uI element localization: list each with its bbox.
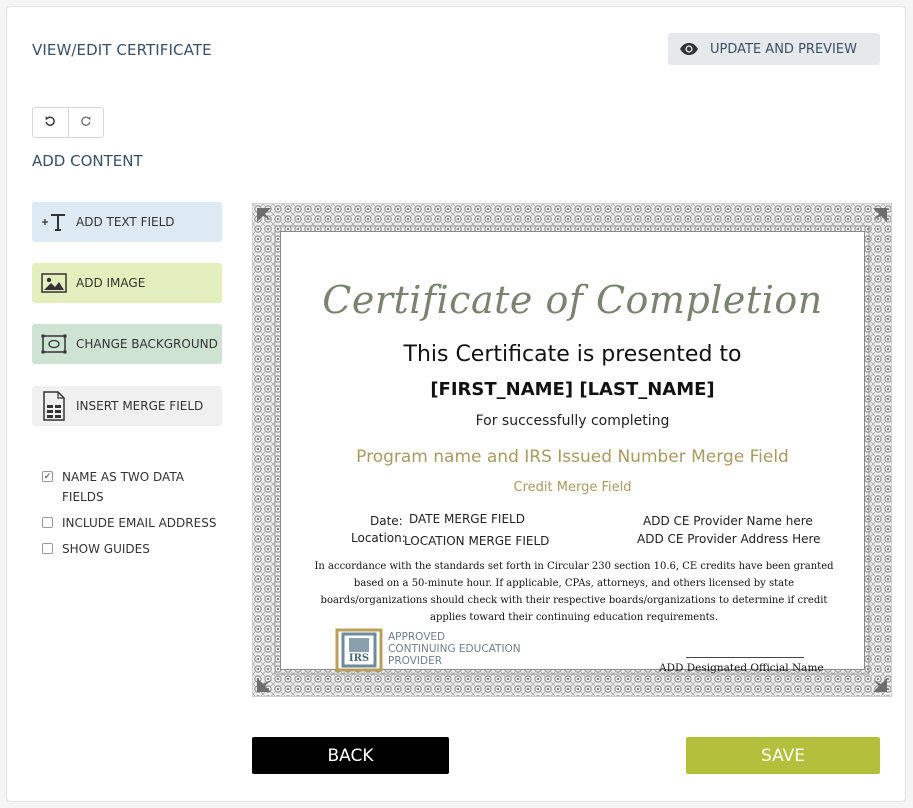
presented-text[interactable]: This Certificate is presented to: [403, 342, 742, 367]
eye-icon: [668, 42, 710, 56]
program-merge-field[interactable]: Program name and IRS Issued Number Merge Field: [356, 447, 789, 467]
approved-line-2: CONTINUING EDUCATION: [388, 643, 521, 655]
recipient-name-field[interactable]: [FIRST_NAME] [LAST_NAME]: [430, 379, 715, 400]
history-controls: [32, 107, 104, 138]
back-button[interactable]: BACK: [252, 737, 449, 774]
background-icon: [32, 334, 76, 354]
compliance-paragraph[interactable]: In accordance with the standards set forth in Circular 230 section 10.6, CE credits have been granted based on a 50-minute hour. If applicable, CPAs, attorneys, and others licensed by state boards/organizations should check with their respective boards/organizations to determine if credit applies toward their continuing education requirements.: [314, 561, 834, 623]
approved-line-3: PROVIDER: [388, 655, 443, 667]
update-preview-button[interactable]: [668, 33, 880, 65]
show-guides-label: SHOW GUIDES: [62, 542, 150, 556]
name-two-fields-label-line1: NAME AS TWO DATA: [62, 470, 184, 484]
add-image-button[interactable]: [32, 263, 222, 303]
merge-field-icon: [32, 391, 76, 421]
provider-name-field[interactable]: ADD CE Provider Name here: [643, 514, 813, 528]
include-email-label: INCLUDE EMAIL ADDRESS: [62, 516, 217, 530]
approved-line-1: APPROVED: [388, 631, 446, 643]
date-label: Date:: [370, 514, 403, 528]
checkbox-unchecked-icon: [42, 517, 53, 528]
show-guides-checkbox[interactable]: [42, 539, 150, 559]
certificate-canvas[interactable]: [252, 203, 892, 697]
add-text-icon: [32, 212, 76, 232]
signature-name-field[interactable]: ADD Designated Official Name: [659, 662, 824, 674]
date-merge-field[interactable]: DATE MERGE FIELD: [409, 512, 525, 526]
redo-icon: [80, 114, 92, 132]
approved-provider-text: [388, 631, 521, 667]
image-icon: [32, 273, 76, 293]
location-merge-field[interactable]: LOCATION MERGE FIELD: [404, 534, 550, 548]
undo-button[interactable]: [33, 108, 68, 137]
certificate-content: [280, 231, 865, 674]
update-preview-label: UPDATE AND PREVIEW: [710, 41, 857, 57]
checkbox-unchecked-icon: [42, 543, 53, 554]
undo-icon: [44, 114, 56, 132]
redo-button[interactable]: [68, 108, 104, 137]
completing-text[interactable]: For successfully completing: [475, 413, 670, 429]
certificate-title[interactable]: Certificate of Completion: [322, 278, 823, 322]
signature-line: [686, 657, 804, 658]
add-content-heading: ADD CONTENT: [32, 152, 143, 170]
irs-logo-text: IRS: [348, 653, 370, 664]
name-two-fields-label-line2: FIELDS: [62, 490, 104, 504]
credit-merge-field[interactable]: Credit Merge Field: [513, 480, 632, 495]
add-text-field-label: ADD TEXT FIELD: [76, 215, 175, 229]
insert-merge-field-label: INSERT MERGE FIELD: [76, 399, 204, 413]
change-background-label: CHANGE BACKGROUND: [76, 337, 218, 351]
insert-merge-field-button[interactable]: [32, 386, 222, 426]
name-two-fields-label: [62, 467, 184, 507]
add-text-field-button[interactable]: [32, 202, 222, 242]
include-email-checkbox[interactable]: [42, 513, 216, 533]
save-button[interactable]: SAVE: [686, 737, 880, 774]
add-image-label: ADD IMAGE: [76, 276, 146, 290]
provider-address-field[interactable]: ADD CE Provider Address Here: [637, 532, 821, 546]
checkbox-checked-icon: ✓: [43, 471, 52, 482]
change-background-button[interactable]: [32, 324, 222, 364]
irs-logo-icon[interactable]: [335, 628, 383, 672]
page-title: VIEW/EDIT CERTIFICATE: [32, 41, 212, 59]
name-two-fields-checkbox[interactable]: [42, 467, 184, 507]
location-label: Location:: [351, 531, 406, 545]
